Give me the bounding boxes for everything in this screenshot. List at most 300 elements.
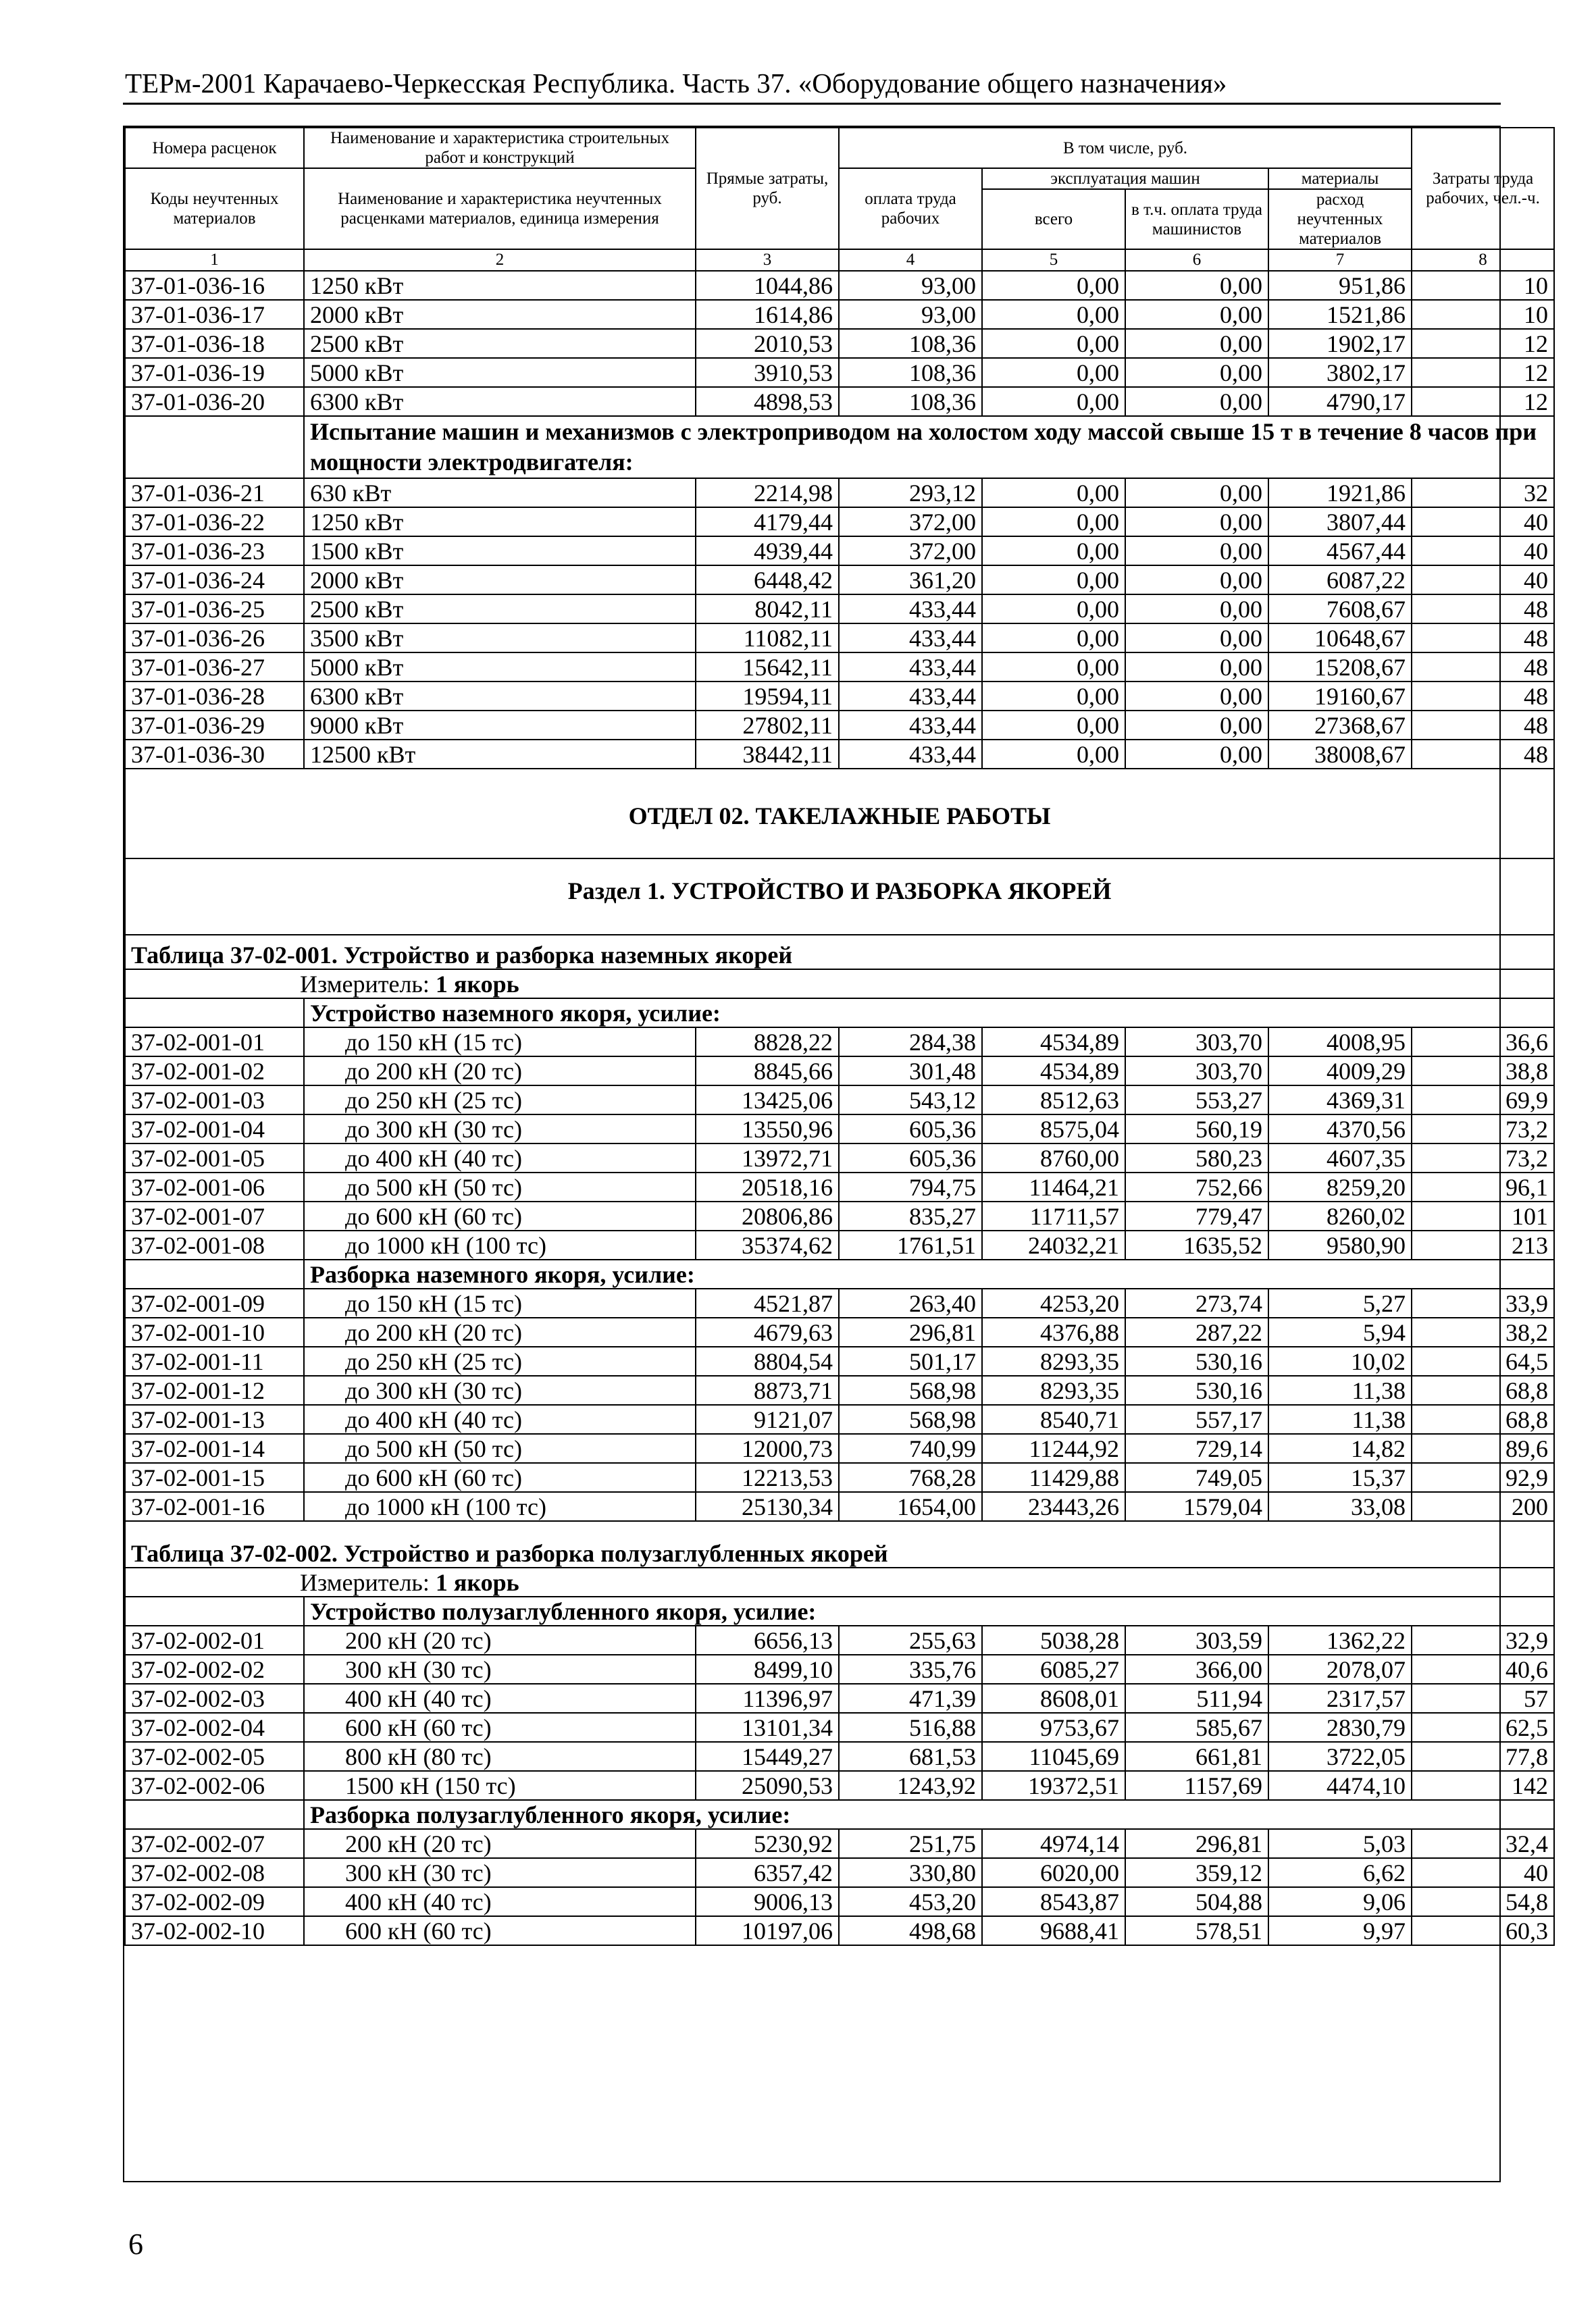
rate-code: 37-01-036-16 xyxy=(125,271,304,300)
materials-cost: 7608,67 xyxy=(1268,594,1412,623)
table-row xyxy=(125,740,1554,769)
operator-pay: 0,00 xyxy=(1125,623,1268,652)
labor-pay: 296,81 xyxy=(839,1318,982,1347)
table-row xyxy=(125,1626,1554,1655)
item-name: до 500 кН (50 тс) xyxy=(304,1173,696,1202)
materials-cost: 3807,44 xyxy=(1268,507,1412,536)
head-name-top: Наименование и характеристика строительных работ и конструкций xyxy=(304,128,696,168)
machines-total: 0,00 xyxy=(982,329,1125,358)
materials-cost: 951,86 xyxy=(1268,271,1412,300)
rate-code: 37-01-036-17 xyxy=(125,300,304,329)
labor-hours: 12 xyxy=(1412,329,1554,358)
rate-code: 37-02-001-16 xyxy=(125,1492,304,1521)
direct-costs: 2010,53 xyxy=(696,329,839,358)
table-row xyxy=(125,711,1554,740)
direct-costs: 13550,96 xyxy=(696,1114,839,1143)
materials-cost: 1902,17 xyxy=(1268,329,1412,358)
labor-hours: 69,9 xyxy=(1412,1085,1554,1114)
machines-total: 8512,63 xyxy=(982,1085,1125,1114)
labor-pay: 251,75 xyxy=(839,1829,982,1858)
operator-pay: 511,94 xyxy=(1125,1684,1268,1713)
machines-total: 9688,41 xyxy=(982,1916,1125,1945)
materials-cost: 4474,10 xyxy=(1268,1771,1412,1800)
labor-hours: 32 xyxy=(1412,478,1554,507)
labor-pay: 681,53 xyxy=(839,1742,982,1771)
operator-pay: 0,00 xyxy=(1125,740,1268,769)
materials-cost: 8259,20 xyxy=(1268,1173,1412,1202)
item-name: 600 кН (60 тс) xyxy=(304,1916,696,1945)
rate-code: 37-02-002-03 xyxy=(125,1684,304,1713)
table-row xyxy=(125,507,1554,536)
item-name: 12500 кВт xyxy=(304,740,696,769)
item-name: 1500 кН (150 тс) xyxy=(304,1771,696,1800)
head-codes-top: Номера расценок xyxy=(125,128,304,168)
machines-total: 0,00 xyxy=(982,565,1125,594)
materials-cost: 4008,95 xyxy=(1268,1027,1412,1056)
operator-pay: 749,05 xyxy=(1125,1463,1268,1492)
materials-cost: 11,38 xyxy=(1268,1405,1412,1434)
labor-hours: 36,6 xyxy=(1412,1027,1554,1056)
rates-table xyxy=(124,127,1555,1946)
labor-pay: 605,36 xyxy=(839,1143,982,1173)
item-name: до 300 кН (30 тс) xyxy=(304,1114,696,1143)
direct-costs: 9121,07 xyxy=(696,1405,839,1434)
labor-pay: 835,27 xyxy=(839,1202,982,1231)
labor-pay: 372,00 xyxy=(839,536,982,565)
labor-pay: 605,36 xyxy=(839,1114,982,1143)
table-row xyxy=(125,565,1554,594)
machines-total: 0,00 xyxy=(982,358,1125,387)
machines-total: 8608,01 xyxy=(982,1684,1125,1713)
table-row xyxy=(125,329,1554,358)
table-title-row xyxy=(125,1521,1554,1568)
item-name: до 150 кН (15 тс) xyxy=(304,1289,696,1318)
direct-costs: 15642,11 xyxy=(696,652,839,682)
column-number: 6 xyxy=(1125,249,1268,271)
column-number: 2 xyxy=(304,249,696,271)
machines-total: 0,00 xyxy=(982,652,1125,682)
table-row xyxy=(125,1085,1554,1114)
table-row xyxy=(125,1771,1554,1800)
direct-costs: 11082,11 xyxy=(696,623,839,652)
rate-code: 37-02-001-08 xyxy=(125,1231,304,1260)
direct-costs: 8042,11 xyxy=(696,594,839,623)
machines-total: 0,00 xyxy=(982,300,1125,329)
operator-pay: 752,66 xyxy=(1125,1173,1268,1202)
rate-code: 37-01-036-19 xyxy=(125,358,304,387)
direct-costs: 10197,06 xyxy=(696,1916,839,1945)
item-name: до 1000 кН (100 тс) xyxy=(304,1231,696,1260)
item-name: до 1000 кН (100 тс) xyxy=(304,1492,696,1521)
table-row xyxy=(125,1318,1554,1347)
rate-code: 37-01-036-27 xyxy=(125,652,304,682)
operator-pay: 0,00 xyxy=(1125,387,1268,416)
table-row xyxy=(125,1056,1554,1085)
column-number: 1 xyxy=(125,249,304,271)
labor-hours: 60,3 xyxy=(1412,1916,1554,1945)
labor-pay: 568,98 xyxy=(839,1376,982,1405)
machines-total: 8575,04 xyxy=(982,1114,1125,1143)
machines-total: 4534,89 xyxy=(982,1056,1125,1085)
direct-costs: 38442,11 xyxy=(696,740,839,769)
operator-pay: 661,81 xyxy=(1125,1742,1268,1771)
item-name: до 300 кН (30 тс) xyxy=(304,1376,696,1405)
operator-pay: 560,19 xyxy=(1125,1114,1268,1143)
table-row xyxy=(125,1376,1554,1405)
machines-total: 0,00 xyxy=(982,387,1125,416)
item-name: 5000 кВт xyxy=(304,652,696,682)
direct-costs: 8828,22 xyxy=(696,1027,839,1056)
machines-total: 11045,69 xyxy=(982,1742,1125,1771)
operator-pay: 0,00 xyxy=(1125,536,1268,565)
direct-costs: 4679,63 xyxy=(696,1318,839,1347)
item-name: 2500 кВт xyxy=(304,594,696,623)
rate-code: 37-01-036-28 xyxy=(125,682,304,711)
rate-code: 37-02-001-05 xyxy=(125,1143,304,1173)
head-materials: материалы xyxy=(1268,168,1412,189)
materials-cost: 1921,86 xyxy=(1268,478,1412,507)
table-row xyxy=(125,358,1554,387)
head-name-bottom: Наименование и характеристика неучтенных расценками материалов, единица измерения xyxy=(304,168,696,249)
direct-costs: 8845,66 xyxy=(696,1056,839,1085)
item-name: 2000 кВт xyxy=(304,300,696,329)
table-row xyxy=(125,1887,1554,1916)
department-title: ОТДЕЛ 02. ТАКЕЛАЖНЫЕ РАБОТЫ xyxy=(125,769,1554,858)
table-row xyxy=(125,387,1554,416)
machines-total: 8293,35 xyxy=(982,1376,1125,1405)
item-name: до 150 кН (15 тс) xyxy=(304,1027,696,1056)
table-row xyxy=(125,1492,1554,1521)
operator-pay: 0,00 xyxy=(1125,565,1268,594)
group-title: Разборка наземного якоря, усилие: xyxy=(304,1260,1554,1289)
operator-pay: 0,00 xyxy=(1125,300,1268,329)
head-labor-pay: оплата труда рабочих xyxy=(839,168,982,249)
item-name: 1250 кВт xyxy=(304,507,696,536)
rate-code: 37-02-002-05 xyxy=(125,1742,304,1771)
materials-cost: 1521,86 xyxy=(1268,300,1412,329)
direct-costs: 2214,98 xyxy=(696,478,839,507)
column-numbers-row xyxy=(125,249,1554,271)
item-name: 800 кН (80 тс) xyxy=(304,1742,696,1771)
head-unaccounted-materials: расход неучтенных материалов xyxy=(1268,189,1412,249)
rate-code: 37-02-001-14 xyxy=(125,1434,304,1463)
labor-pay: 293,12 xyxy=(839,478,982,507)
operator-pay: 287,22 xyxy=(1125,1318,1268,1347)
labor-pay: 453,20 xyxy=(839,1887,982,1916)
rate-code: 37-02-002-06 xyxy=(125,1771,304,1800)
labor-pay: 108,36 xyxy=(839,358,982,387)
materials-cost: 15208,67 xyxy=(1268,652,1412,682)
rate-code: 37-02-001-10 xyxy=(125,1318,304,1347)
direct-costs: 4521,87 xyxy=(696,1289,839,1318)
labor-hours: 48 xyxy=(1412,652,1554,682)
machines-total: 0,00 xyxy=(982,711,1125,740)
labor-hours: 10 xyxy=(1412,271,1554,300)
rates-sheet xyxy=(123,126,1549,2182)
labor-hours: 40 xyxy=(1412,507,1554,536)
labor-pay: 1243,92 xyxy=(839,1771,982,1800)
machines-total: 8540,71 xyxy=(982,1405,1125,1434)
labor-hours: 62,5 xyxy=(1412,1713,1554,1742)
operator-pay: 0,00 xyxy=(1125,478,1268,507)
labor-pay: 372,00 xyxy=(839,507,982,536)
group-title: Разборка полузаглубленного якоря, усилие: xyxy=(304,1800,1554,1829)
labor-pay: 471,39 xyxy=(839,1684,982,1713)
materials-cost: 1362,22 xyxy=(1268,1626,1412,1655)
rate-code: 37-02-001-01 xyxy=(125,1027,304,1056)
item-name: 1500 кВт xyxy=(304,536,696,565)
item-name: 300 кН (30 тс) xyxy=(304,1858,696,1887)
table-row xyxy=(125,1684,1554,1713)
machines-total: 11711,57 xyxy=(982,1202,1125,1231)
item-name: 5000 кВт xyxy=(304,358,696,387)
labor-pay: 335,76 xyxy=(839,1655,982,1684)
materials-cost: 15,37 xyxy=(1268,1463,1412,1492)
table-row xyxy=(125,1463,1554,1492)
item-name: до 500 кН (50 тс) xyxy=(304,1434,696,1463)
operator-pay: 1157,69 xyxy=(1125,1771,1268,1800)
machines-total: 8760,00 xyxy=(982,1143,1125,1173)
item-name: 400 кН (40 тс) xyxy=(304,1887,696,1916)
operator-pay: 296,81 xyxy=(1125,1829,1268,1858)
labor-pay: 263,40 xyxy=(839,1289,982,1318)
machines-total: 0,00 xyxy=(982,740,1125,769)
table-row xyxy=(125,682,1554,711)
rate-code: 37-02-002-10 xyxy=(125,1916,304,1945)
table-row xyxy=(125,652,1554,682)
labor-hours: 12 xyxy=(1412,387,1554,416)
table-row xyxy=(125,1143,1554,1173)
measure xyxy=(125,969,1554,998)
group-title-row xyxy=(125,1260,1554,1289)
operator-pay: 273,74 xyxy=(1125,1289,1268,1318)
column-number: 3 xyxy=(696,249,839,271)
operator-pay: 578,51 xyxy=(1125,1916,1268,1945)
head-operator-pay: в т.ч. оплата труда машинистов xyxy=(1125,189,1268,249)
machines-total: 4974,14 xyxy=(982,1829,1125,1858)
operator-pay: 504,88 xyxy=(1125,1887,1268,1916)
operator-pay: 0,00 xyxy=(1125,711,1268,740)
group-title-spacer xyxy=(125,1597,304,1626)
labor-hours: 48 xyxy=(1412,740,1554,769)
operator-pay: 580,23 xyxy=(1125,1143,1268,1173)
labor-hours: 200 xyxy=(1412,1492,1554,1521)
rate-code: 37-01-036-30 xyxy=(125,740,304,769)
item-name: 6300 кВт xyxy=(304,682,696,711)
page-header: ТЕРм-2001 Карачаево-Черкесская Республика. Часть 37. «Оборудование общего назначения» xyxy=(125,68,1227,99)
item-name: 3500 кВт xyxy=(304,623,696,652)
item-name: 600 кН (60 тс) xyxy=(304,1713,696,1742)
labor-hours: 54,8 xyxy=(1412,1887,1554,1916)
operator-pay: 0,00 xyxy=(1125,682,1268,711)
item-name: до 250 кН (25 тс) xyxy=(304,1085,696,1114)
direct-costs: 4939,44 xyxy=(696,536,839,565)
machines-total: 4534,89 xyxy=(982,1027,1125,1056)
item-name: 400 кН (40 тс) xyxy=(304,1684,696,1713)
materials-cost: 2078,07 xyxy=(1268,1655,1412,1684)
materials-cost: 4370,56 xyxy=(1268,1114,1412,1143)
item-name: 2000 кВт xyxy=(304,565,696,594)
table-title: Таблица 37-02-001. Устройство и разборка наземных якорей xyxy=(125,935,1554,969)
labor-hours: 142 xyxy=(1412,1771,1554,1800)
direct-costs: 13101,34 xyxy=(696,1713,839,1742)
group-title-row xyxy=(125,1800,1554,1829)
direct-costs: 15449,27 xyxy=(696,1742,839,1771)
table-row xyxy=(125,1434,1554,1463)
direct-costs: 3910,53 xyxy=(696,358,839,387)
labor-hours: 48 xyxy=(1412,623,1554,652)
operator-pay: 359,12 xyxy=(1125,1858,1268,1887)
labor-pay: 433,44 xyxy=(839,652,982,682)
rate-code: 37-02-001-15 xyxy=(125,1463,304,1492)
rate-code: 37-02-002-02 xyxy=(125,1655,304,1684)
machines-total: 0,00 xyxy=(982,478,1125,507)
rate-code: 37-02-001-09 xyxy=(125,1289,304,1318)
item-name: 9000 кВт xyxy=(304,711,696,740)
rate-code: 37-02-002-04 xyxy=(125,1713,304,1742)
operator-pay: 729,14 xyxy=(1125,1434,1268,1463)
direct-costs: 27802,11 xyxy=(696,711,839,740)
rate-code: 37-02-001-12 xyxy=(125,1376,304,1405)
direct-costs: 9006,13 xyxy=(696,1887,839,1916)
labor-hours: 73,2 xyxy=(1412,1143,1554,1173)
direct-costs: 20806,86 xyxy=(696,1202,839,1231)
table-row xyxy=(125,536,1554,565)
labor-pay: 433,44 xyxy=(839,623,982,652)
machines-total: 0,00 xyxy=(982,594,1125,623)
materials-cost: 6,62 xyxy=(1268,1858,1412,1887)
item-name: до 600 кН (60 тс) xyxy=(304,1202,696,1231)
operator-pay: 303,70 xyxy=(1125,1027,1268,1056)
labor-hours: 73,2 xyxy=(1412,1114,1554,1143)
direct-costs: 6656,13 xyxy=(696,1626,839,1655)
labor-pay: 108,36 xyxy=(839,387,982,416)
group-title-spacer xyxy=(125,998,304,1027)
direct-costs: 5230,92 xyxy=(696,1829,839,1858)
machines-total: 0,00 xyxy=(982,536,1125,565)
item-name: 1250 кВт xyxy=(304,271,696,300)
department-title-row xyxy=(125,769,1554,858)
rate-code: 37-01-036-21 xyxy=(125,478,304,507)
rate-code: 37-01-036-23 xyxy=(125,536,304,565)
table-row xyxy=(125,1405,1554,1434)
rate-code: 37-02-001-11 xyxy=(125,1347,304,1376)
item-name: 200 кН (20 тс) xyxy=(304,1626,696,1655)
direct-costs: 8499,10 xyxy=(696,1655,839,1684)
machines-total: 5038,28 xyxy=(982,1626,1125,1655)
machines-total: 6085,27 xyxy=(982,1655,1125,1684)
group-title: Испытание машин и механизмов с электроприводом на холостом ходу массой свыше 15 т в течение 8 часов при мощности электродвигателя: xyxy=(304,416,1554,478)
machines-total: 8543,87 xyxy=(982,1887,1125,1916)
materials-cost: 2317,57 xyxy=(1268,1684,1412,1713)
labor-hours: 92,9 xyxy=(1412,1463,1554,1492)
materials-cost: 3722,05 xyxy=(1268,1742,1412,1771)
table-row xyxy=(125,1829,1554,1858)
labor-pay: 433,44 xyxy=(839,711,982,740)
rate-code: 37-01-036-26 xyxy=(125,623,304,652)
materials-cost: 4567,44 xyxy=(1268,536,1412,565)
direct-costs: 13425,06 xyxy=(696,1085,839,1114)
item-name: 6300 кВт xyxy=(304,387,696,416)
labor-pay: 330,80 xyxy=(839,1858,982,1887)
head-machines-total: всего xyxy=(982,189,1125,249)
table-row xyxy=(125,1289,1554,1318)
table-row xyxy=(125,478,1554,507)
item-name: 200 кН (20 тс) xyxy=(304,1829,696,1858)
section-title: Раздел 1. УСТРОЙСТВО И РАЗБОРКА ЯКОРЕЙ xyxy=(125,858,1554,935)
group-title-spacer xyxy=(125,416,304,478)
labor-pay: 284,38 xyxy=(839,1027,982,1056)
materials-cost: 3802,17 xyxy=(1268,358,1412,387)
labor-hours: 101 xyxy=(1412,1202,1554,1231)
direct-costs: 35374,62 xyxy=(696,1231,839,1260)
group-title: Устройство наземного якоря, усилие: xyxy=(304,998,1554,1027)
group-title: Устройство полузаглубленного якоря, усилие: xyxy=(304,1597,1554,1626)
group-title-row xyxy=(125,998,1554,1027)
machines-total: 11464,21 xyxy=(982,1173,1125,1202)
measure-value: 1 якорь xyxy=(435,1568,519,1596)
materials-cost: 5,27 xyxy=(1268,1289,1412,1318)
column-number: 4 xyxy=(839,249,982,271)
materials-cost: 4009,29 xyxy=(1268,1056,1412,1085)
labor-hours: 38,8 xyxy=(1412,1056,1554,1085)
head-codes-bottom: Коды неучтенных материалов xyxy=(125,168,304,249)
operator-pay: 779,47 xyxy=(1125,1202,1268,1231)
machines-total: 11244,92 xyxy=(982,1434,1125,1463)
labor-hours: 96,1 xyxy=(1412,1173,1554,1202)
operator-pay: 366,00 xyxy=(1125,1655,1268,1684)
item-name: до 400 кН (40 тс) xyxy=(304,1143,696,1173)
table-row xyxy=(125,300,1554,329)
direct-costs: 12000,73 xyxy=(696,1434,839,1463)
labor-hours: 38,2 xyxy=(1412,1318,1554,1347)
rate-code: 37-02-002-09 xyxy=(125,1887,304,1916)
table-row xyxy=(125,623,1554,652)
labor-pay: 568,98 xyxy=(839,1405,982,1434)
table-row xyxy=(125,1231,1554,1260)
column-number: 8 xyxy=(1412,249,1554,271)
materials-cost: 33,08 xyxy=(1268,1492,1412,1521)
measure xyxy=(125,1568,1554,1597)
labor-pay: 768,28 xyxy=(839,1463,982,1492)
labor-hours: 40 xyxy=(1412,565,1554,594)
direct-costs: 4898,53 xyxy=(696,387,839,416)
labor-hours: 57 xyxy=(1412,1684,1554,1713)
labor-pay: 433,44 xyxy=(839,682,982,711)
materials-cost: 9,97 xyxy=(1268,1916,1412,1945)
labor-hours: 32,9 xyxy=(1412,1626,1554,1655)
machines-total: 0,00 xyxy=(982,623,1125,652)
labor-hours: 48 xyxy=(1412,711,1554,740)
operator-pay: 0,00 xyxy=(1125,271,1268,300)
materials-cost: 5,03 xyxy=(1268,1829,1412,1858)
head-direct-costs: Прямые затраты, руб. xyxy=(696,128,839,249)
machines-total: 24032,21 xyxy=(982,1231,1125,1260)
direct-costs: 13972,71 xyxy=(696,1143,839,1173)
direct-costs: 19594,11 xyxy=(696,682,839,711)
machines-total: 0,00 xyxy=(982,682,1125,711)
operator-pay: 585,67 xyxy=(1125,1713,1268,1742)
labor-hours: 10 xyxy=(1412,300,1554,329)
table-title: Таблица 37-02-002. Устройство и разборка полузаглубленных якорей xyxy=(125,1521,1554,1568)
table-row xyxy=(125,1173,1554,1202)
table-row xyxy=(125,1916,1554,1945)
direct-costs: 11396,97 xyxy=(696,1684,839,1713)
materials-cost: 14,82 xyxy=(1268,1434,1412,1463)
measure-label: Измеритель: xyxy=(300,1568,436,1596)
table-row xyxy=(125,1114,1554,1143)
table-row xyxy=(125,594,1554,623)
